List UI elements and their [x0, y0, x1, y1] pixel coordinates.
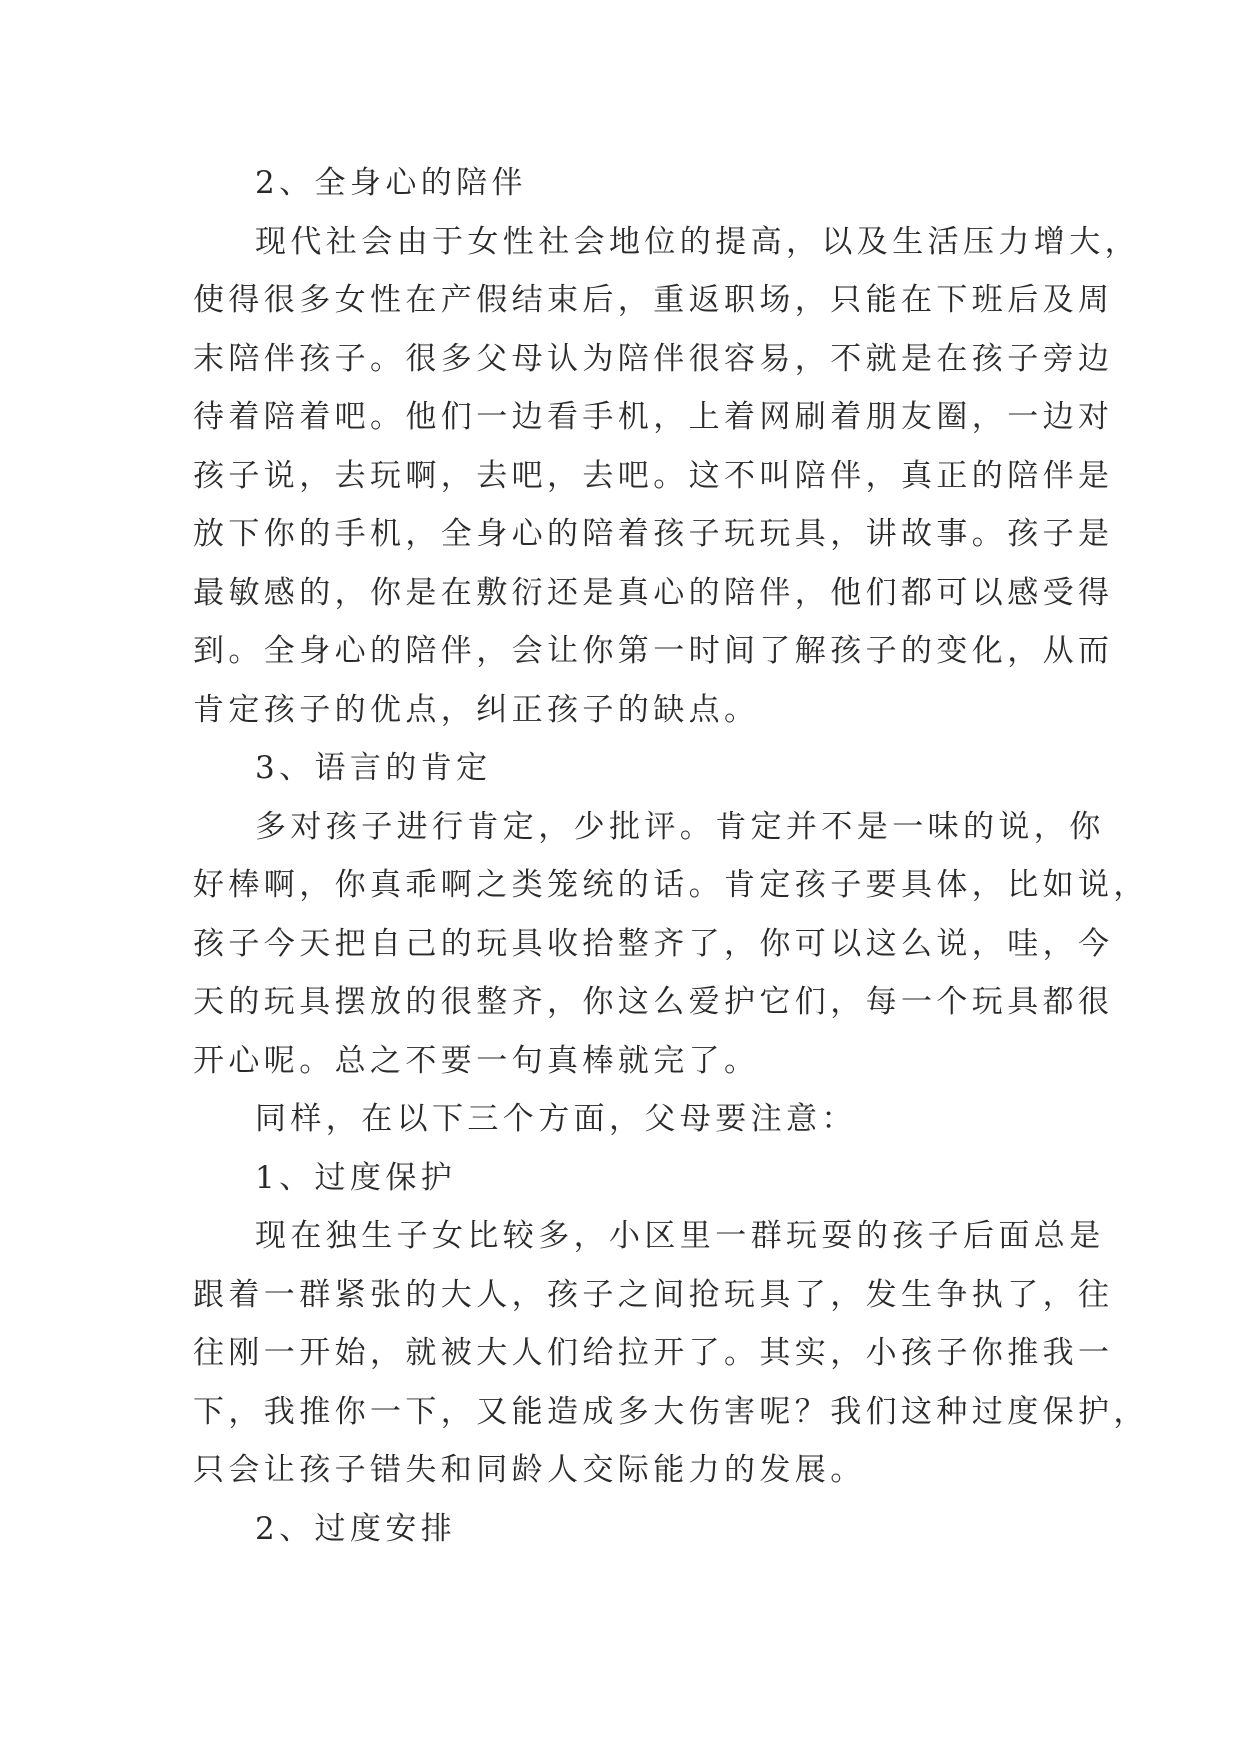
paragraph-line: 只会让孩子错失和同龄人交际能力的发展。 [193, 1452, 866, 1488]
paragraph-line: 到。全身心的陪伴，会让你第一时间了解孩子的变化，从而 [193, 633, 1114, 669]
paragraph-line: 好棒啊，你真乖啊之类笼统的话。肯定孩子要具体，比如说， [193, 867, 1149, 903]
paragraph-line: 使得很多女性在产假结束后，重返职场，只能在下班后及周 [193, 282, 1114, 318]
paragraph-line: 往刚一开始，就被大人们给拉开了。其实，小孩子你推我一 [193, 1335, 1114, 1371]
paragraph-line: 末陪伴孩子。很多父母认为陪伴很容易，不就是在孩子旁边 [193, 340, 1114, 377]
paragraph-line: 肯定孩子的优点，纠正孩子的缺点。 [193, 691, 760, 728]
document-body [193, 154, 1149, 1558]
paragraph-line: 跟着一群紧张的大人，孩子之间抢玩具了，发生争执了，往 [193, 1276, 1114, 1313]
paragraph-line: 多对孩子进行肯定，少批评。肯定并不是一味的说，你 [255, 808, 1105, 845]
section-heading-affirmation: 3、语言的肯定 [255, 750, 492, 786]
section-heading-overscheduling: 2、过度安排 [255, 1510, 457, 1547]
section-heading-overprotection: 1、过度保护 [255, 1159, 457, 1196]
paragraph-line: 现在独生子女比较多，小区里一群玩耍的孩子后面总是 [255, 1218, 1105, 1254]
paragraph-line: 孩子今天把自己的玩具收拾整齐了，你可以这么说，哇，今 [193, 925, 1114, 962]
paragraph-line: 现代社会由于女性社会地位的提高，以及生活压力增大， [255, 223, 1140, 260]
paragraph-line: 最敏感的，你是在敷衍还是真心的陪伴，他们都可以感受得 [193, 574, 1114, 611]
paragraph-line: 待着陪着吧。他们一边看手机，上着网刷着朋友圈，一边对 [193, 399, 1114, 435]
paragraph-line: 同样，在以下三个方面，父母要注意： [255, 1101, 857, 1137]
paragraph-line: 开心呢。总之不要一句真棒就完了。 [193, 1042, 760, 1079]
paragraph-line: 下，我推你一下，又能造成多大伤害呢？我们这种过度保护， [193, 1393, 1149, 1430]
paragraph-line: 放下你的手机，全身心的陪着孩子玩玩具，讲故事。孩子是 [193, 516, 1114, 552]
paragraph-line: 天的玩具摆放的很整齐，你这么爱护它们，每一个玩具都很 [193, 984, 1114, 1020]
paragraph-line: 孩子说，去玩啊，去吧，去吧。这不叫陪伴，真正的陪伴是 [193, 457, 1114, 494]
section-heading-companionship: 2、全身心的陪伴 [255, 165, 527, 201]
